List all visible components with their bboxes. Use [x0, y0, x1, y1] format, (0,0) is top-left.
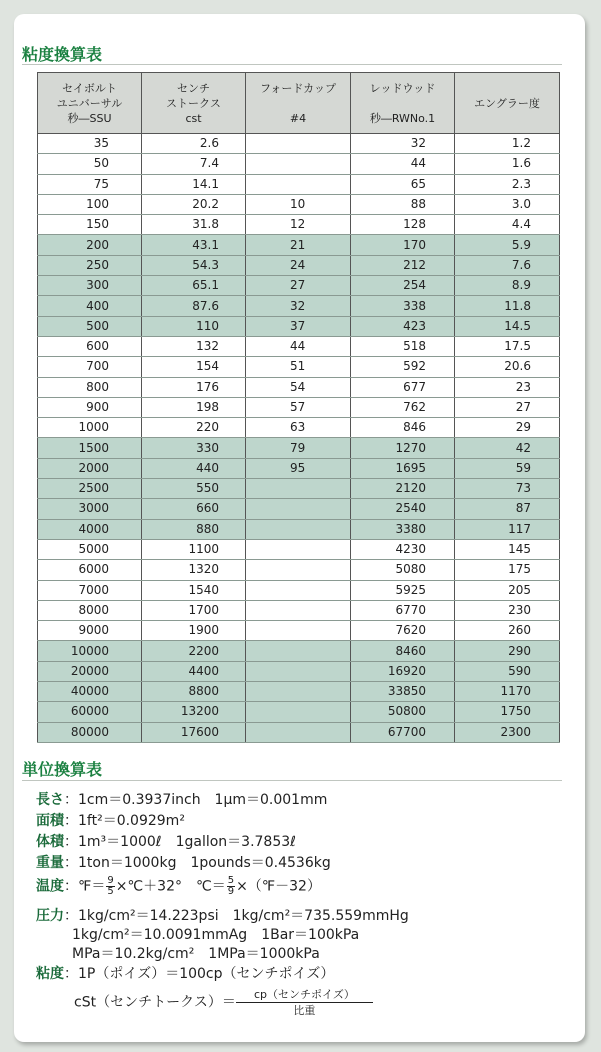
table-cell: 440 — [142, 458, 246, 478]
table-cell: 1540 — [142, 580, 246, 600]
table-row — [38, 600, 560, 620]
table-cell: 290 — [455, 641, 560, 661]
table-row — [38, 215, 560, 235]
units-title: 単位換算表 — [22, 760, 103, 779]
table-cell: 198 — [142, 397, 246, 417]
table-row — [38, 702, 560, 722]
table-row — [38, 580, 560, 600]
column-header-line: ユニバーサル — [56, 96, 123, 110]
table-row — [38, 519, 560, 539]
weight-label: 重量 — [36, 855, 64, 871]
table-cell: 254 — [351, 276, 455, 296]
table-cell: 2.3 — [455, 174, 560, 194]
table-row — [38, 661, 560, 681]
table-cell: 205 — [455, 580, 560, 600]
fraction-denominator: 5 — [107, 886, 114, 897]
table-cell: 1750 — [455, 702, 560, 722]
table-cell: 20.2 — [142, 194, 246, 214]
table-row — [38, 479, 560, 499]
table-cell: 1500 — [38, 438, 142, 458]
table-cell: 660 — [142, 499, 246, 519]
table-cell: 4000 — [38, 519, 142, 539]
table-row — [38, 296, 560, 316]
pressure-line2: 1kg/cm²＝10.0091mmAg 1Bar＝100kPa — [72, 927, 360, 943]
table-cell: 11.8 — [455, 296, 560, 316]
table-cell: 250 — [38, 255, 142, 275]
column-header-line — [351, 96, 454, 111]
pressure-line3: MPa＝10.2kg/cm² 1MPa＝1000kPa — [72, 946, 320, 962]
table-cell: 2200 — [142, 641, 246, 661]
table-cell: 1320 — [142, 560, 246, 580]
table-cell: 500 — [38, 316, 142, 336]
table-cell: 5.9 — [455, 235, 560, 255]
column-header — [351, 73, 455, 134]
table-cell: 1270 — [351, 438, 455, 458]
table-cell: 79 — [246, 438, 351, 458]
table-cell: 88 — [351, 194, 455, 214]
area-row — [36, 811, 185, 831]
viscosity-unit-row — [36, 964, 334, 984]
area-label: 面積 — [36, 813, 64, 829]
table-cell: 12 — [246, 215, 351, 235]
table-cell: 1900 — [142, 621, 246, 641]
column-header — [455, 73, 560, 134]
table-cell: 67700 — [351, 722, 455, 742]
table-cell: 1100 — [142, 539, 246, 559]
volume-value: ：1m³＝1000ℓ 1gallon＝3.7853ℓ — [64, 834, 296, 850]
table-cell — [246, 154, 351, 174]
pressure-label: 圧力 — [36, 908, 64, 924]
table-cell — [246, 539, 351, 559]
table-cell: 677 — [351, 377, 455, 397]
table-cell: 2120 — [351, 479, 455, 499]
table-cell: 16920 — [351, 661, 455, 681]
table-cell: 3000 — [38, 499, 142, 519]
table-cell: 4230 — [351, 539, 455, 559]
table-cell: 44 — [351, 154, 455, 174]
table-cell: 54.3 — [142, 255, 246, 275]
table-cell: 700 — [38, 357, 142, 377]
table-cell: 330 — [142, 438, 246, 458]
table-cell: 2500 — [38, 479, 142, 499]
table-cell: 128 — [351, 215, 455, 235]
column-header-line: レッドウッド — [369, 81, 436, 95]
table-cell: 2.6 — [142, 134, 246, 154]
table-cell: 338 — [351, 296, 455, 316]
column-header-line: ストークス — [166, 96, 221, 110]
table-row — [38, 134, 560, 154]
table-cell: 60000 — [38, 702, 142, 722]
table-cell: 59 — [455, 458, 560, 478]
table-row — [38, 682, 560, 702]
table-row — [38, 418, 560, 438]
table-cell — [246, 682, 351, 702]
table-cell: 110 — [142, 316, 246, 336]
table-cell — [246, 600, 351, 620]
table-cell: 20.6 — [455, 357, 560, 377]
table-cell: 4400 — [142, 661, 246, 681]
column-header — [142, 73, 246, 134]
table-cell: 200 — [38, 235, 142, 255]
table-cell: 518 — [351, 336, 455, 356]
table-cell: 95 — [246, 458, 351, 478]
table-cell — [246, 174, 351, 194]
table-cell: 10000 — [38, 641, 142, 661]
table-cell: 63 — [246, 418, 351, 438]
header-row — [38, 73, 560, 134]
table-cell: 32 — [351, 134, 455, 154]
table-row — [38, 316, 560, 336]
table-cell — [246, 641, 351, 661]
temperature-part2: ×℃＋32° ℃＝ — [115, 878, 226, 895]
table-cell: 145 — [455, 539, 560, 559]
table-cell: 176 — [142, 377, 246, 397]
table-cell: 14.1 — [142, 174, 246, 194]
table-cell: 44 — [246, 336, 351, 356]
cst-fraction — [236, 987, 373, 1018]
table-cell: 400 — [38, 296, 142, 316]
table-cell: 1.6 — [455, 154, 560, 174]
table-cell: 13200 — [142, 702, 246, 722]
table-cell: 260 — [455, 621, 560, 641]
table-cell: 54 — [246, 377, 351, 397]
table-cell: 21 — [246, 235, 351, 255]
pressure-row — [36, 906, 409, 926]
table-cell: 590 — [455, 661, 560, 681]
table-cell: 550 — [142, 479, 246, 499]
table-row — [38, 154, 560, 174]
table-cell: 7000 — [38, 580, 142, 600]
table-cell: 29 — [455, 418, 560, 438]
temperature-part3: ×（℉－32） — [236, 878, 321, 895]
table-cell: 8800 — [142, 682, 246, 702]
table-cell: 7.4 — [142, 154, 246, 174]
table-cell: 7.6 — [455, 255, 560, 275]
table-cell: 5925 — [351, 580, 455, 600]
table-cell: 17.5 — [455, 336, 560, 356]
column-header-line: セイボルト — [62, 81, 117, 95]
table-cell: 1700 — [142, 600, 246, 620]
table-cell: 8.9 — [455, 276, 560, 296]
table-cell: 87.6 — [142, 296, 246, 316]
table-cell: 1000 — [38, 418, 142, 438]
column-header — [246, 73, 351, 134]
table-cell: 900 — [38, 397, 142, 417]
column-header-line: cst — [185, 111, 202, 125]
table-cell: 1170 — [455, 682, 560, 702]
table-cell: 150 — [38, 215, 142, 235]
table-cell: 27 — [246, 276, 351, 296]
table-cell — [246, 499, 351, 519]
weight-row — [36, 853, 331, 873]
fraction-numerator: 9 — [107, 875, 114, 886]
table-row — [38, 621, 560, 641]
table-cell: 423 — [351, 316, 455, 336]
table-cell: 846 — [351, 418, 455, 438]
table-cell: 50800 — [351, 702, 455, 722]
table-cell: 175 — [455, 560, 560, 580]
table-row — [38, 336, 560, 356]
table-cell: 14.5 — [455, 316, 560, 336]
table-cell: 880 — [142, 519, 246, 539]
table-row — [38, 174, 560, 194]
table-row — [38, 438, 560, 458]
table-row — [38, 539, 560, 559]
table-cell: 7620 — [351, 621, 455, 641]
table-cell: 3380 — [351, 519, 455, 539]
table-row — [38, 641, 560, 661]
table-cell: 42 — [455, 438, 560, 458]
cst-left: cSt（センチトークス）＝ — [74, 994, 236, 1011]
table-cell: 212 — [351, 255, 455, 275]
length-label: 長さ — [36, 792, 64, 808]
table-cell: 800 — [38, 377, 142, 397]
table-cell: 23 — [455, 377, 560, 397]
volume-row — [36, 832, 296, 852]
table-cell: 762 — [351, 397, 455, 417]
fraction-numerator: 5 — [227, 875, 235, 886]
column-header-line: 秒―SSU — [67, 111, 112, 125]
table-cell: 5000 — [38, 539, 142, 559]
table-cell: 43.1 — [142, 235, 246, 255]
table-cell: 9000 — [38, 621, 142, 641]
table-row — [38, 722, 560, 742]
cst-numerator: cp（センチポイズ） — [236, 987, 373, 1003]
table-cell: 170 — [351, 235, 455, 255]
table-cell: 230 — [455, 600, 560, 620]
table-row — [38, 397, 560, 417]
title-divider — [22, 64, 562, 65]
table-cell: 6000 — [38, 560, 142, 580]
table-cell: 75 — [38, 174, 142, 194]
fraction-5-9 — [227, 876, 235, 897]
table-cell: 20000 — [38, 661, 142, 681]
table-cell: 2540 — [351, 499, 455, 519]
table-row — [38, 357, 560, 377]
table-row — [38, 194, 560, 214]
table-cell: 33850 — [351, 682, 455, 702]
units-divider — [22, 780, 562, 781]
area-value: ：1ft²＝0.0929m² — [64, 813, 185, 829]
table-cell: 600 — [38, 336, 142, 356]
table-cell: 27 — [455, 397, 560, 417]
table-row — [38, 276, 560, 296]
table-cell: 31.8 — [142, 215, 246, 235]
table-row — [38, 235, 560, 255]
table-cell: 4.4 — [455, 215, 560, 235]
table-cell: 8000 — [38, 600, 142, 620]
table-cell: 1695 — [351, 458, 455, 478]
cst-denominator: 比重 — [293, 1004, 316, 1017]
temperature-part1: ：℉＝ — [64, 878, 106, 895]
table-row — [38, 377, 560, 397]
table-cell: 17600 — [142, 722, 246, 742]
viscosity-unit-label: 粘度 — [36, 966, 64, 982]
table-cell: 24 — [246, 255, 351, 275]
table-cell — [246, 134, 351, 154]
fraction-denominator: 9 — [227, 886, 235, 897]
table-cell: 8460 — [351, 641, 455, 661]
length-row — [36, 790, 327, 810]
table-cell: 37 — [246, 316, 351, 336]
table-cell: 6770 — [351, 600, 455, 620]
table-cell: 87 — [455, 499, 560, 519]
table-cell: 5080 — [351, 560, 455, 580]
table-cell: 80000 — [38, 722, 142, 742]
poise-conversion: ：1P（ポイズ）＝100cp（センチポイズ） — [64, 966, 335, 982]
length-value: ：1cm＝0.3937inch 1μm＝0.001mm — [64, 792, 328, 808]
table-cell: 65 — [351, 174, 455, 194]
table-cell — [246, 702, 351, 722]
table-cell: 3.0 — [455, 194, 560, 214]
table-cell: 35 — [38, 134, 142, 154]
table-cell — [246, 580, 351, 600]
temperature-label: 温度 — [36, 878, 64, 895]
table-cell: 592 — [351, 357, 455, 377]
table-cell — [246, 722, 351, 742]
table-row — [38, 255, 560, 275]
table-cell — [246, 560, 351, 580]
column-header-line — [246, 96, 350, 111]
weight-value: ：1ton＝1000kg 1pounds＝0.4536kg — [64, 855, 331, 871]
viscosity-title: 粘度換算表 — [22, 45, 103, 64]
column-header-line: センチ — [177, 81, 210, 95]
table-cell: 65.1 — [142, 276, 246, 296]
column-header — [38, 73, 142, 134]
column-header-line: フォードカップ — [259, 81, 336, 95]
table-cell — [246, 621, 351, 641]
column-header-line: 秒―RWNo.1 — [369, 111, 436, 125]
table-cell: 300 — [38, 276, 142, 296]
table-cell: 117 — [455, 519, 560, 539]
table-row — [38, 458, 560, 478]
table-cell: 2000 — [38, 458, 142, 478]
table-cell: 10 — [246, 194, 351, 214]
column-header-line: エングラー度 — [474, 96, 540, 110]
table-cell: 100 — [38, 194, 142, 214]
table-cell: 154 — [142, 357, 246, 377]
table-row — [38, 560, 560, 580]
fraction-9-5 — [106, 876, 114, 897]
temperature-row — [36, 876, 321, 897]
table-cell: 51 — [246, 357, 351, 377]
table-cell: 57 — [246, 397, 351, 417]
table-cell: 32 — [246, 296, 351, 316]
table-cell — [246, 479, 351, 499]
table-cell: 132 — [142, 336, 246, 356]
table-cell: 220 — [142, 418, 246, 438]
table-cell — [246, 519, 351, 539]
cst-formula — [74, 987, 373, 1018]
table-cell: 73 — [455, 479, 560, 499]
viscosity-table — [37, 72, 560, 743]
table-cell: 2300 — [455, 722, 560, 742]
pressure-line1: ：1kg/cm²＝14.223psi 1kg/cm²＝735.559mmHg — [64, 908, 409, 924]
column-header-line: #4 — [289, 111, 307, 125]
table-cell: 40000 — [38, 682, 142, 702]
table-row — [38, 499, 560, 519]
table-cell: 50 — [38, 154, 142, 174]
table-cell — [246, 661, 351, 681]
volume-label: 体積 — [36, 834, 64, 850]
table-cell: 1.2 — [455, 134, 560, 154]
